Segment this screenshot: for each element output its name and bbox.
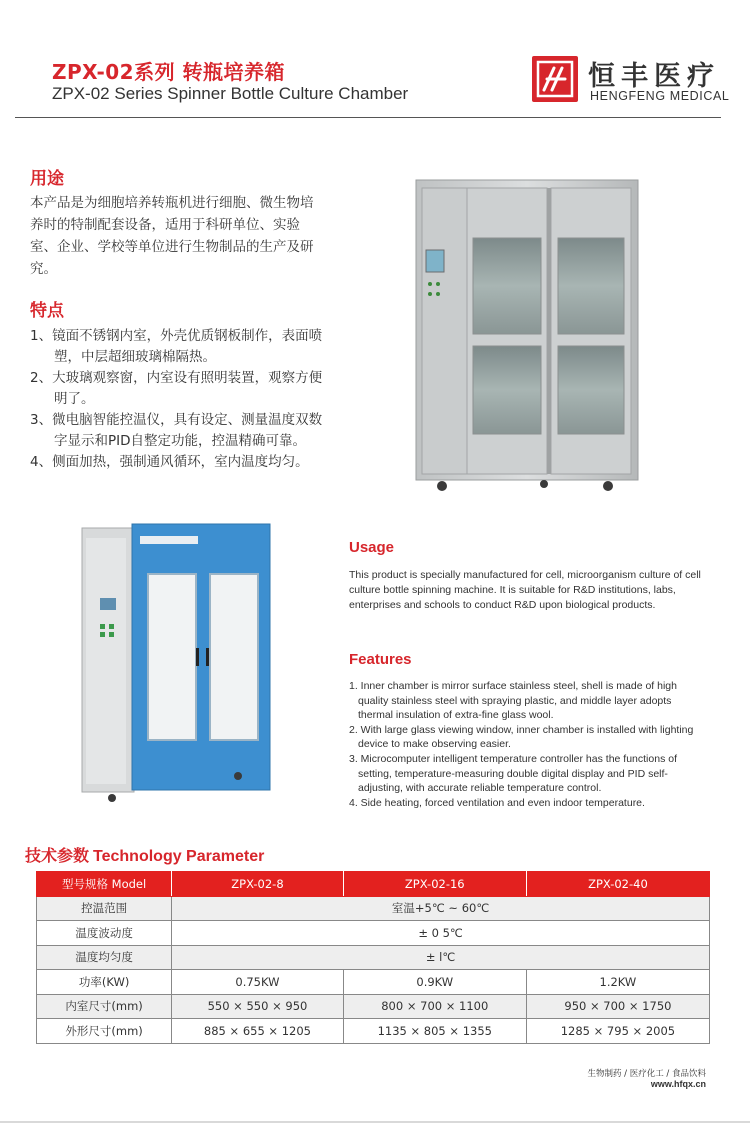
- table-header-row: [37, 872, 710, 897]
- model-name: ZPX-02-16: [343, 872, 526, 897]
- model-name: ZPX-02-8: [172, 872, 344, 897]
- footer-url: www.hfqx.cn: [650, 1079, 706, 1089]
- row-value: ± 0 5℃: [172, 921, 710, 946]
- table-row: [37, 1019, 710, 1044]
- usage-heading-en: Usage: [349, 539, 395, 556]
- features-heading-cn: 特点: [30, 301, 64, 321]
- row-label: 温度均匀度: [37, 945, 172, 970]
- usage-text-en: This product is specially manufactured for cell, microorganism culture of cell culture bottle spinning machine. It is suitable for R&D institutions, labs, enterprises and schools to conduct R&D upon biological products.: [349, 569, 701, 611]
- row-label: 内室尺寸(mm): [37, 994, 172, 1019]
- row-value: ± l℃: [172, 945, 710, 970]
- features-heading-en: Features: [349, 651, 412, 668]
- header-divider: [15, 117, 721, 118]
- row-value: 1285 × 795 × 2005: [526, 1019, 709, 1044]
- params-heading-cn: 技术参数: [25, 846, 90, 865]
- feature-item-en: 2. With large glass viewing window, inner chamber is installed with lighting device to make observing easier.: [349, 723, 694, 751]
- model-name: ZPX-02-40: [526, 872, 709, 897]
- hengfeng-logo-icon: [532, 56, 578, 102]
- table-row: [37, 896, 710, 921]
- row-value: 室温+5℃ ~ 60℃: [172, 896, 710, 921]
- params-table: [36, 871, 710, 1044]
- table-row: [37, 921, 710, 946]
- row-value: 800 × 700 × 1100: [343, 994, 526, 1019]
- usage-heading-cn: 用途: [30, 169, 64, 189]
- row-label: 控温范围: [37, 896, 172, 921]
- page-title-en: ZPX-02 Series Spinner Bottle Culture Chamber: [52, 84, 409, 103]
- row-label: 温度波动度: [37, 921, 172, 946]
- usage-text-cn: 本产品是为细胞培养转瓶机进行细胞、微生物培养时的特制配套设备，适用于科研单位、实验室、企业、学校等单位进行生物制品的生产及研究。: [30, 195, 314, 277]
- features-list-cn: [30, 326, 330, 473]
- row-value: 0.9KW: [343, 970, 526, 995]
- features-list-en: [349, 679, 709, 810]
- row-value: 1135 × 805 × 1355: [343, 1019, 526, 1044]
- feature-item-cn: 4、侧面加热，强制通风循环，室内温度均匀。: [30, 454, 309, 470]
- bottom-divider: [0, 1121, 750, 1123]
- row-value: 885 × 655 × 1205: [172, 1019, 344, 1044]
- table-row: [37, 945, 710, 970]
- feature-item-cn: 1、镜面不锈钢内室，外壳优质钢板制作，表面喷塑，中层超细玻璃棉隔热。: [30, 328, 323, 365]
- row-value: 0.75KW: [172, 970, 344, 995]
- brand-name-cn: 恒丰医疗: [588, 61, 720, 92]
- table-row: [37, 970, 710, 995]
- stainless-chamber-image: [414, 178, 640, 492]
- footer-categories: 生物制药 / 医疗化工 / 食品饮料: [587, 1069, 706, 1079]
- params-heading: [25, 843, 264, 866]
- row-label: 外形尺寸(mm): [37, 1019, 172, 1044]
- feature-item-cn: 3、微电脑智能控温仪，具有设定、测量温度双数字显示和PID自整定功能，控温精确可靠。: [30, 412, 323, 449]
- row-value: 1.2KW: [526, 970, 709, 995]
- brand-name-en: HENGFENG MEDICAL: [590, 89, 730, 103]
- feature-item-en: 4. Side heating, forced ventilation and even indoor temperature.: [349, 796, 645, 809]
- row-value: 950 × 700 × 1750: [526, 994, 709, 1019]
- blue-chamber-image: [78, 518, 274, 804]
- feature-item-en: 1. Inner chamber is mirror surface stainless steel, shell is made of high quality stainless steel with spraying plastic, and middle layer adopts thermal insulation of extra-fine glass wool.: [349, 680, 677, 722]
- row-label: 功率(KW): [37, 970, 172, 995]
- page-title-cn: ZPX-02系列 转瓶培养箱: [52, 60, 286, 84]
- row-value: 550 × 550 × 950: [172, 994, 344, 1019]
- feature-item-cn: 2、大玻璃观察窗，内室设有照明装置，观察方便明了。: [30, 370, 323, 407]
- params-heading-en: Technology Parameter: [93, 848, 265, 865]
- table-row: [37, 994, 710, 1019]
- model-header: 型号规格 Model: [37, 872, 172, 897]
- feature-item-en: 3. Microcomputer intelligent temperature controller has the functions of setting, temperature-measuring double digital display and PID self-adjusting, with accurate reliable temperature control.: [349, 752, 677, 795]
